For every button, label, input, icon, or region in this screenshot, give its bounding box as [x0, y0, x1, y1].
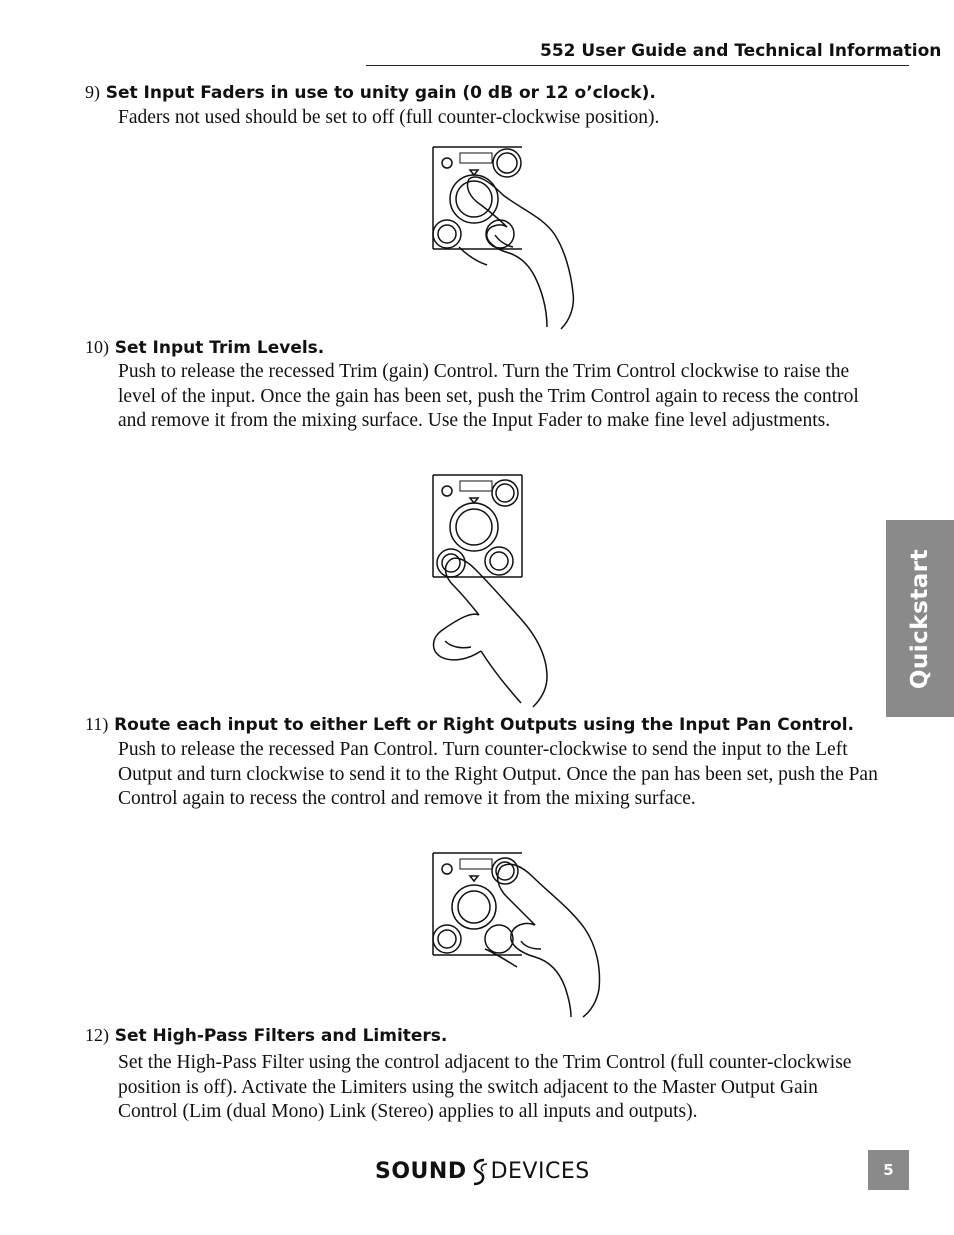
sound-wave-logo-icon: [468, 1157, 490, 1187]
step-9-body: Faders not used should be set to off (full counter-clockwise position).: [118, 107, 660, 128]
step-12-body: Set the High-Pass Filter using the control adjacent to the Trim Control (full counter-clockwise position is off). Activate the Limiters using the switch adjacent to the Master Output Gain Control (Lim (dual Mono) Link (Stereo) applies to all inputs and outputs).: [118, 1052, 852, 1122]
step-9-heading: [85, 82, 656, 103]
step-number: 11): [85, 714, 109, 734]
step-title: Set Input Faders in use to unity gain (0 dB or 12 o’clock).: [105, 83, 656, 103]
side-tab-label: Quickstart: [907, 548, 933, 689]
step-10-body: Push to release the recessed Trim (gain) Control. Turn the Trim Control clockwise to raise the level of the input. Once the gain has been set, push the Trim Control again to recess the control and remove it from the mixing surface. Use the Input Fader to make fine level adjustments.: [118, 361, 859, 431]
logo-word-sound: SOUND: [375, 1159, 467, 1184]
hand-turning-fader-knob-icon: [425, 143, 585, 331]
running-header-title: 552 User Guide and Technical Information: [540, 41, 942, 61]
hand-turning-pan-knob-icon: [425, 849, 605, 1019]
step-title: Set Input Trim Levels.: [114, 338, 325, 358]
step-title: Set High-Pass Filters and Limiters.: [114, 1026, 448, 1046]
step-10-heading: [85, 337, 324, 358]
step-number: 12): [85, 1025, 109, 1045]
step-12-heading: [85, 1025, 447, 1046]
step-number: 9): [85, 82, 100, 102]
step-11-body: Push to release the recessed Pan Control. Turn counter-clockwise to send the input to the Left Output and turn clockwise to send it to the Right Output. Once the pan has been set, push the Pan Control again to recess the control and remove it from the mixing surface.: [118, 739, 878, 809]
header-rule: [366, 65, 909, 66]
page-number: 5: [868, 1150, 909, 1190]
hand-pressing-trim-knob-icon: [425, 471, 555, 709]
step-number: 10): [85, 337, 109, 357]
logo-word-devices: DEVICES: [490, 1159, 590, 1184]
section-side-tab: [886, 520, 954, 717]
step-11-heading: [85, 714, 854, 735]
step-title: Route each input to either Left or Right Outputs using the Input Pan Control.: [114, 715, 855, 735]
sound-devices-logo: [375, 1155, 590, 1189]
